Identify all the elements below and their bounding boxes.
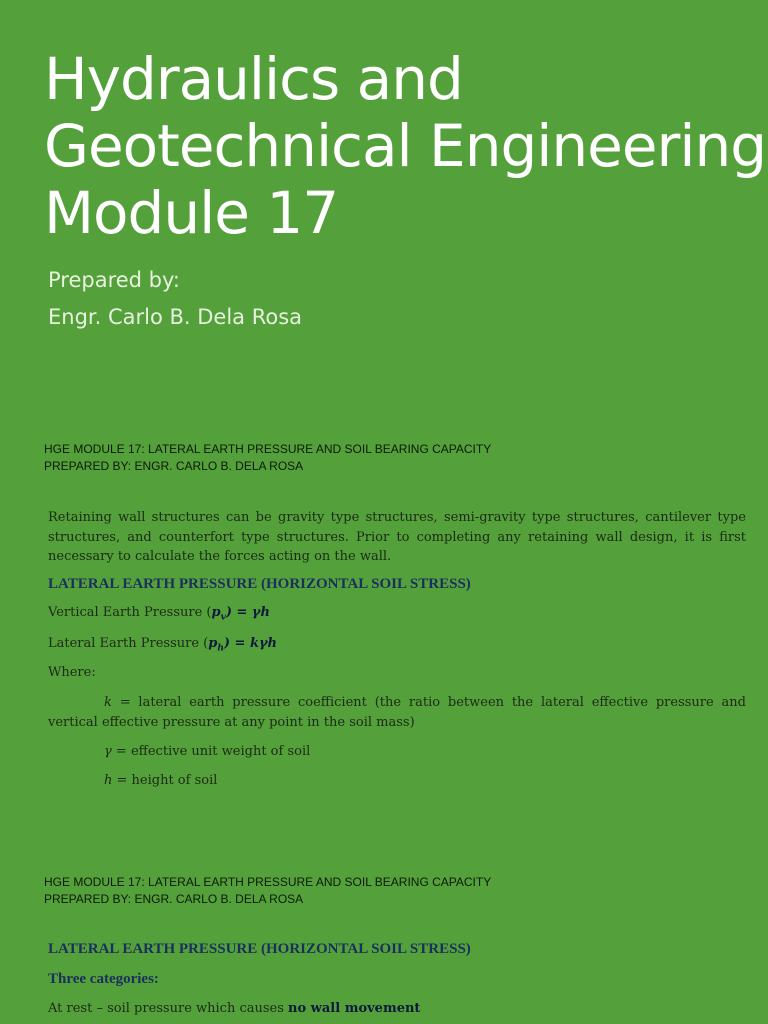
h-definition [104,773,217,788]
page-header-2-line-1: HGE MODULE 17: LATERAL EARTH PRESSURE AND SOIL BEARING CAPACITY [44,875,492,889]
lateral-pressure-symbol: p [208,636,218,651]
page-header-1-line-2: PREPARED BY: ENGR. CARLO B. DELA ROSA [44,459,304,473]
gamma-definition [104,744,310,759]
three-categories-label: Three categories: [48,971,159,987]
vertical-pressure-symbol: p [211,605,221,620]
lateral-pressure-subscript: h [217,643,224,654]
vertical-pressure-equation: ) = γh [225,605,270,620]
module-title [44,46,766,247]
k-definition-text: = lateral earth pressure coefficient (the ratio between the lateral effective pressure and vertical effective pressure at any point in the soil mass) [48,695,746,730]
lateral-pressure-equation: ) = kγh [223,636,278,651]
vertical-pressure-formula [48,605,270,623]
title-line-2: Geotechnical Engineering [44,112,767,180]
page-header-2 [44,874,491,908]
section-heading-2: LATERAL EARTH PRESSURE (HORIZONTAL SOIL STRESS) [48,941,471,957]
page-header-2-line-2: PREPARED BY: ENGR. CARLO B. DELA ROSA [44,892,304,906]
page-header-1 [44,441,491,475]
h-definition-text: = height of soil [112,773,218,788]
h-symbol: h [104,773,113,788]
vertical-pressure-label: Vertical Earth Pressure ( [48,605,212,620]
where-label: Where: [48,665,96,680]
author-name: Engr. Carlo B. Dela Rosa [48,305,303,329]
title-line-3: Module 17 [44,179,339,247]
gamma-definition-text: = effective unit weight of soil [111,744,311,759]
intro-paragraph: Retaining wall structures can be gravity type structures, semi-gravity type structures, cantilever type structures, and counterfort type structures. Prior to completing any retaining wall design, it is first necessary to calculate the forces acting on the wall. [48,510,746,564]
section-heading-1: LATERAL EARTH PRESSURE (HORIZONTAL SOIL STRESS) [48,576,471,592]
prepared-by-label: Prepared by: [48,268,180,292]
prepared-by-block [48,262,302,336]
gamma-symbol: γ [104,744,112,759]
k-definition [48,693,746,733]
lateral-pressure-label: Lateral Earth Pressure ( [48,636,209,651]
page-header-1-line-1: HGE MODULE 17: LATERAL EARTH PRESSURE AND SOIL BEARING CAPACITY [44,442,492,456]
title-line-1: Hydraulics and [44,45,463,113]
vertical-pressure-subscript: v [220,612,226,623]
lateral-pressure-formula [48,636,277,654]
at-rest-line [48,1001,420,1016]
at-rest-emphasis: no wall movement [288,1001,421,1016]
k-symbol: k [104,695,112,710]
at-rest-text: At rest – soil pressure which causes [48,1001,289,1016]
